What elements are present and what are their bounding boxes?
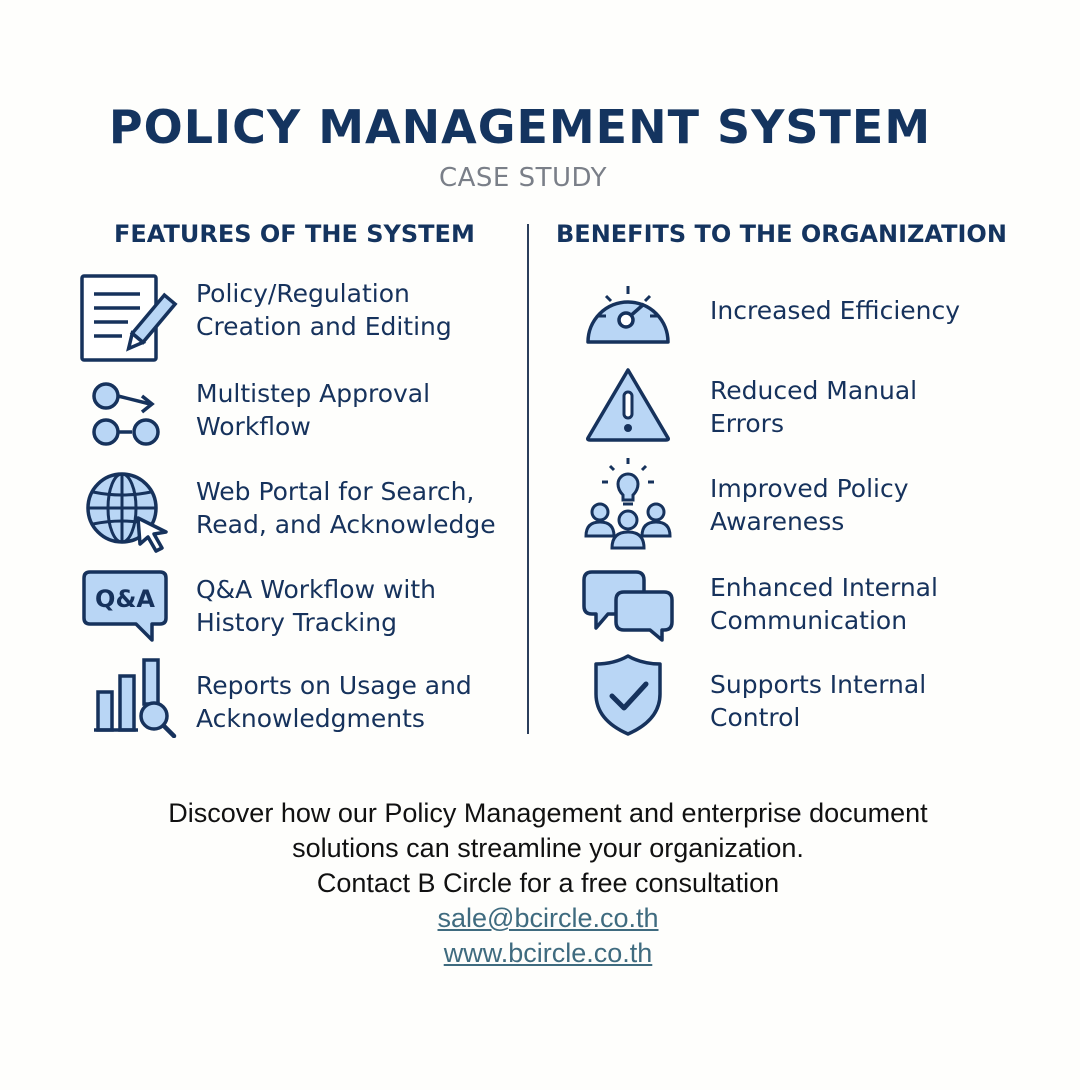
feature-label-line2: Workflow (196, 412, 311, 441)
footer-text-line2: solutions can streamline your organization. (292, 833, 804, 863)
workflow-nodes-icon (88, 380, 168, 452)
document-edit-icon (78, 272, 178, 366)
footer-text-line3: Contact B Circle for a free consultation (316, 868, 780, 898)
qa-badge-text: Q&A (95, 585, 155, 613)
benefit-label-line2: Errors (710, 409, 784, 438)
benefit-label-line1: Increased Efficiency (710, 296, 961, 325)
warning-triangle-icon (584, 366, 672, 444)
benefit-label-line1: Improved Policy (710, 474, 909, 503)
features-heading: FEATURES OF THE SYSTEM (114, 220, 475, 248)
qa-bubble-icon (82, 568, 172, 644)
feature-label-line2: Read, and Acknowledge (196, 510, 496, 539)
website-link[interactable]: www.bcircle.co.th (443, 938, 653, 968)
column-divider (527, 224, 529, 734)
benefit-label-line1: Supports Internal (710, 670, 927, 699)
globe-cursor-icon (84, 470, 174, 554)
page-title: POLICY MANAGEMENT SYSTEM (108, 100, 932, 154)
feature-label-line2: History Tracking (196, 608, 397, 637)
footer (0, 796, 1080, 971)
benefit-label-line2: Control (710, 703, 801, 732)
feature-label-line2: Creation and Editing (196, 312, 452, 341)
feature-label-line1: Web Portal for Search, (196, 477, 475, 506)
feature-label-line2: Acknowledgments (196, 704, 425, 733)
chat-bubbles-icon (582, 568, 676, 644)
benefits-heading: BENEFITS TO THE ORGANIZATION (556, 220, 1007, 248)
feature-label-line1: Q&A Workflow with (196, 575, 437, 604)
benefit-label-line1: Reduced Manual (710, 376, 918, 405)
team-lightbulb-icon (582, 456, 674, 552)
benefit-label-line1: Enhanced Internal (710, 573, 938, 602)
page-subtitle: CASE STUDY (438, 163, 608, 193)
feature-label-line1: Policy/Regulation (196, 279, 410, 308)
email-link[interactable]: sale@bcircle.co.th (437, 903, 659, 933)
feature-label-line1: Multistep Approval (196, 379, 431, 408)
bar-chart-magnifier-icon (92, 654, 182, 738)
speedometer-icon (582, 274, 674, 348)
feature-label-line1: Reports on Usage and (196, 671, 472, 700)
footer-text-line1: Discover how our Policy Management and enterprise document (168, 798, 928, 828)
shield-check-icon (592, 652, 664, 738)
benefit-label-line2: Awareness (710, 507, 845, 536)
benefit-label-line2: Communication (710, 606, 908, 635)
